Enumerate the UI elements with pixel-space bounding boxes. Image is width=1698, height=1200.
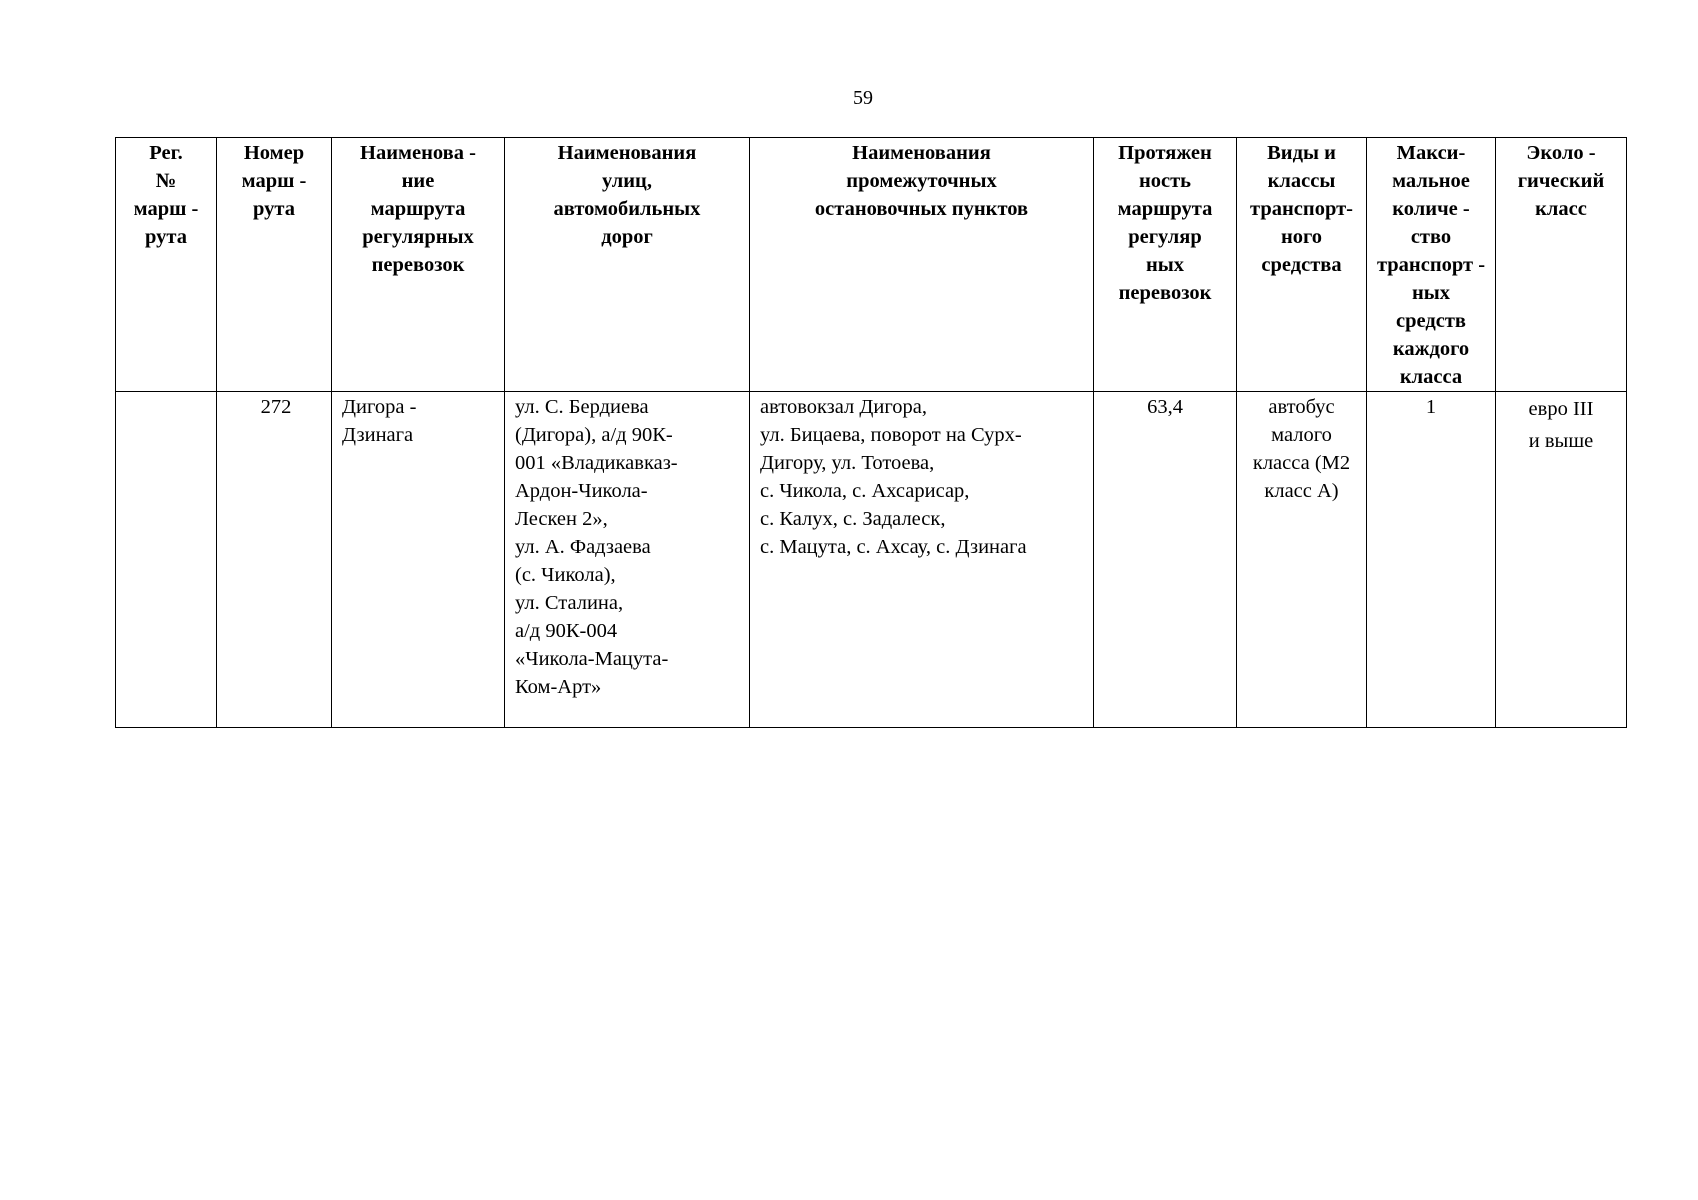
cell-vehicle-types: автобус малого класса (М2 класс А) <box>1237 392 1367 728</box>
header-vehicle-types: Виды и классы транспорт- ного средства <box>1237 138 1367 392</box>
header-length: Протяжен ность маршрута регуляр ных перевозок <box>1094 138 1237 392</box>
routes-table <box>115 137 1627 728</box>
cell-reg-no <box>116 392 217 728</box>
cell-max-count: 1 <box>1367 392 1496 728</box>
table-row <box>116 392 1627 728</box>
cell-eco-class: евро III и выше <box>1496 392 1627 728</box>
header-eco-class: Эколо - гический класс <box>1496 138 1627 392</box>
cell-route-number: 272 <box>217 392 332 728</box>
header-stops: Наименования промежуточных остановочных пунктов <box>750 138 1094 392</box>
header-streets: Наименования улиц, автомобильных дорог <box>505 138 750 392</box>
header-route-number: Номер марш - рута <box>217 138 332 392</box>
header-reg-no: Рег. № марш - рута <box>116 138 217 392</box>
header-route-name: Наименова - ние маршрута регулярных перевозок <box>332 138 505 392</box>
header-max-count: Макси- мальное количе - ство транспорт - ных средств каждого класса <box>1367 138 1496 392</box>
cell-route-name: Дигора - Дзинага <box>332 392 505 728</box>
cell-streets: ул. С. Бердиева (Дигора), а/д 90К- 001 «Владикавказ- Ардон-Чикола- Лескен 2», ул. А. Фадзаева (с. Чикола), ул. Сталина, а/д 90К-004 «Чикола-Мацута- Ком-Арт» <box>505 392 750 728</box>
cell-length: 63,4 <box>1094 392 1237 728</box>
cell-stops: автовокзал Дигора, ул. Бицаева, поворот на Сурх- Дигору, ул. Тотоева, с. Чикола, с. Ахсарисар, с. Калух, с. Задалеск, с. Мацута, с. Ахсау, с. Дзинага <box>750 392 1094 728</box>
header-row <box>116 138 1627 392</box>
page-number: 59 <box>853 87 873 109</box>
